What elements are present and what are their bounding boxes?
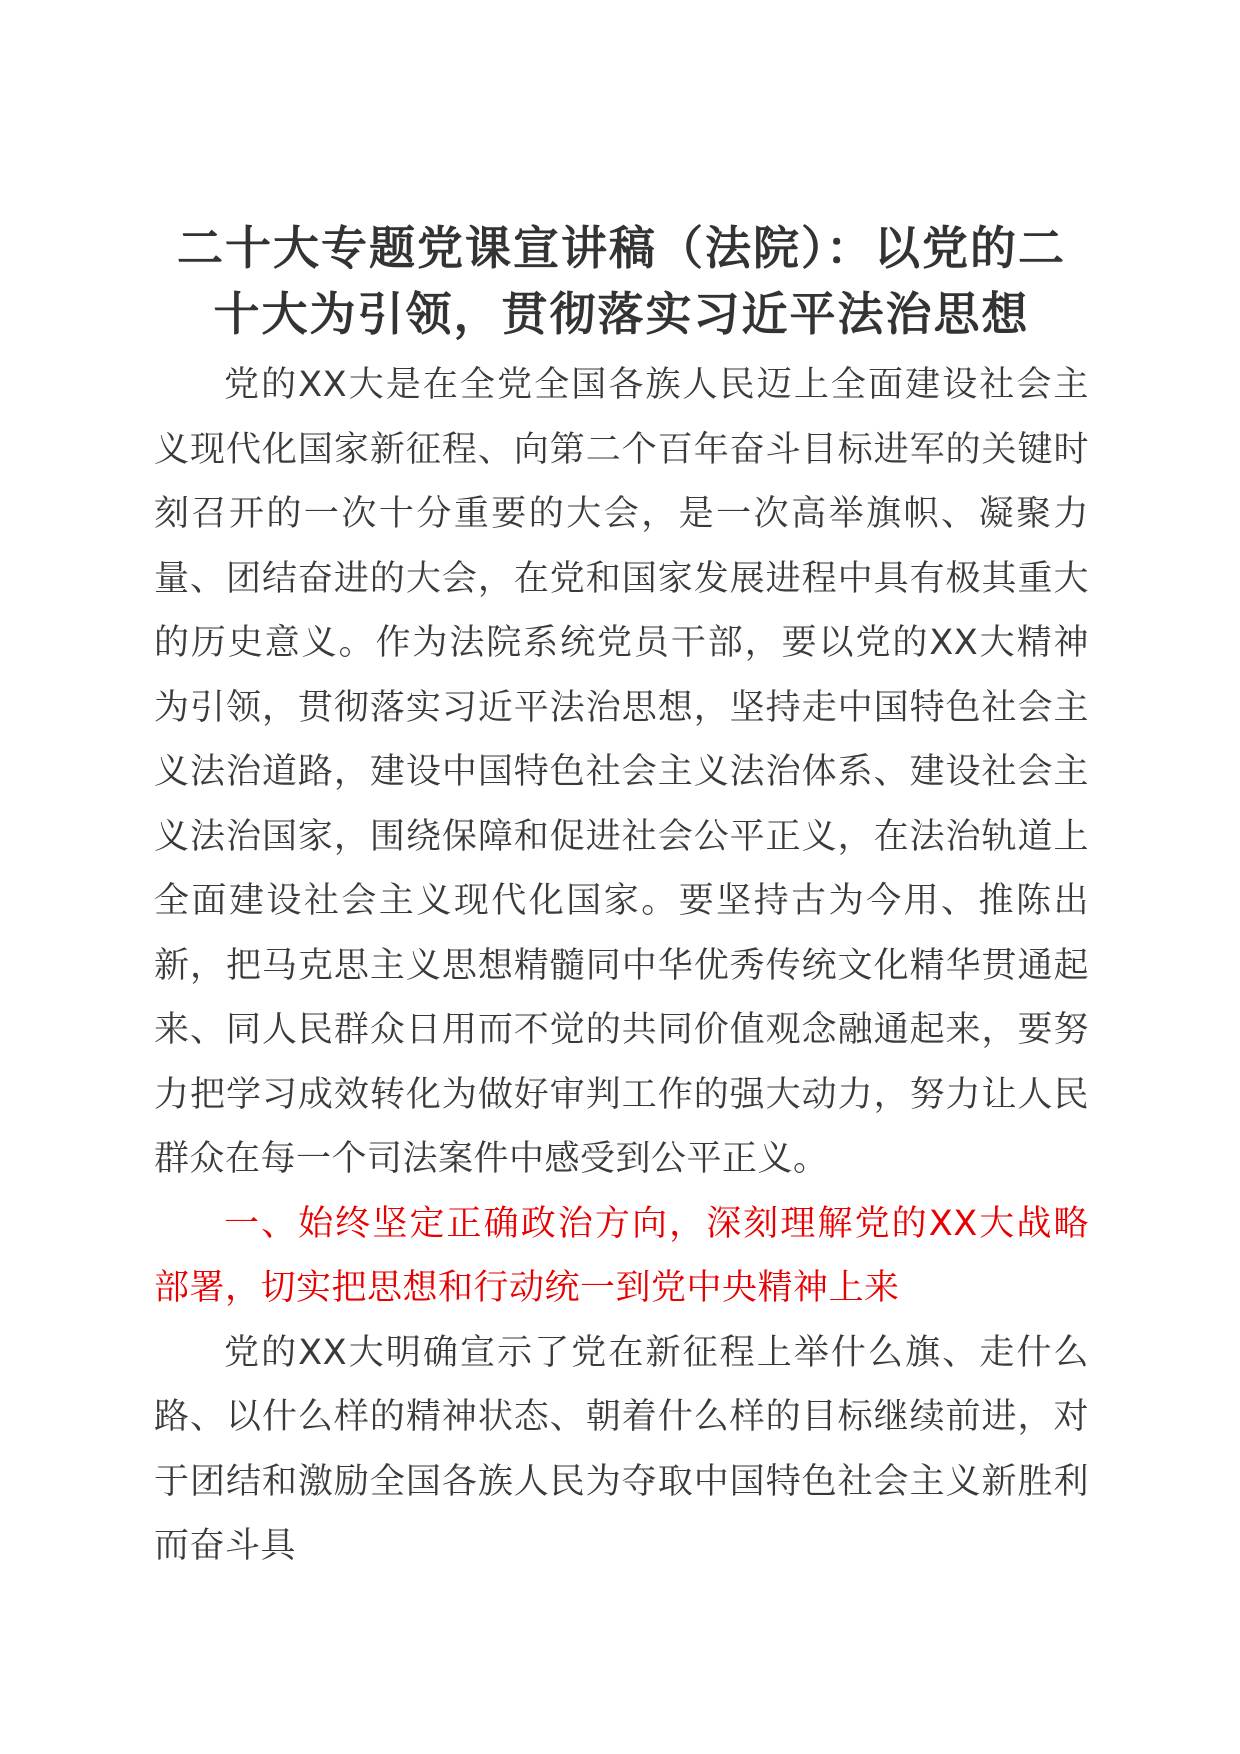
document-title: 二十大专题党课宣讲稿（法院）：以党的二十大为引领，贯彻落实习近平法治思想 xyxy=(177,221,1066,341)
section-heading: 一、始终坚定正确政治方向，深刻理解党的XX大战略部署，切实把思想和行动统一到党中央精神上来 xyxy=(154,1203,1089,1308)
body-paragraph: 党的XX大是在全党全国各族人民迈上全面建设社会主义现代化国家新征程、向第二个百年奋斗目标进军的关键时刻召开的一次十分重要的大会，是一次高举旗帜、凝聚力量、团结奋进的大会，在党和国家发展进程中具有极其重大的历史意义。作为法院系统党员干部，要以党的XX大精神为引领，贯彻落实习近平法治思想，坚持走中国特色社会主义法治道路，建设中国特色社会主义法治体系、建设社会主义法治国家，围绕保障和促进社会公平正义，在法治轨道上全面建设社会主义现代化国家。要坚持古为今用、推陈出新，把马克思主义思想精髓同中华优秀传统文化精华贯通起来、同人民群众日用而不觉的共同价值观念融通起来，要努力把学习成效转化为做好审判工作的强大动力，努力让人民群众在每一个司法案件中感受到公平正义。 xyxy=(154,365,1089,1179)
document-page xyxy=(154,215,1089,1579)
body-paragraph: 党的XX大明确宣示了党在新征程上举什么旗、走什么路、以什么样的精神状态、朝着什么样的目标继续前进，对于团结和激励全国各族人民为夺取中国特色社会主义新胜利而奋斗具 xyxy=(154,1332,1089,1566)
